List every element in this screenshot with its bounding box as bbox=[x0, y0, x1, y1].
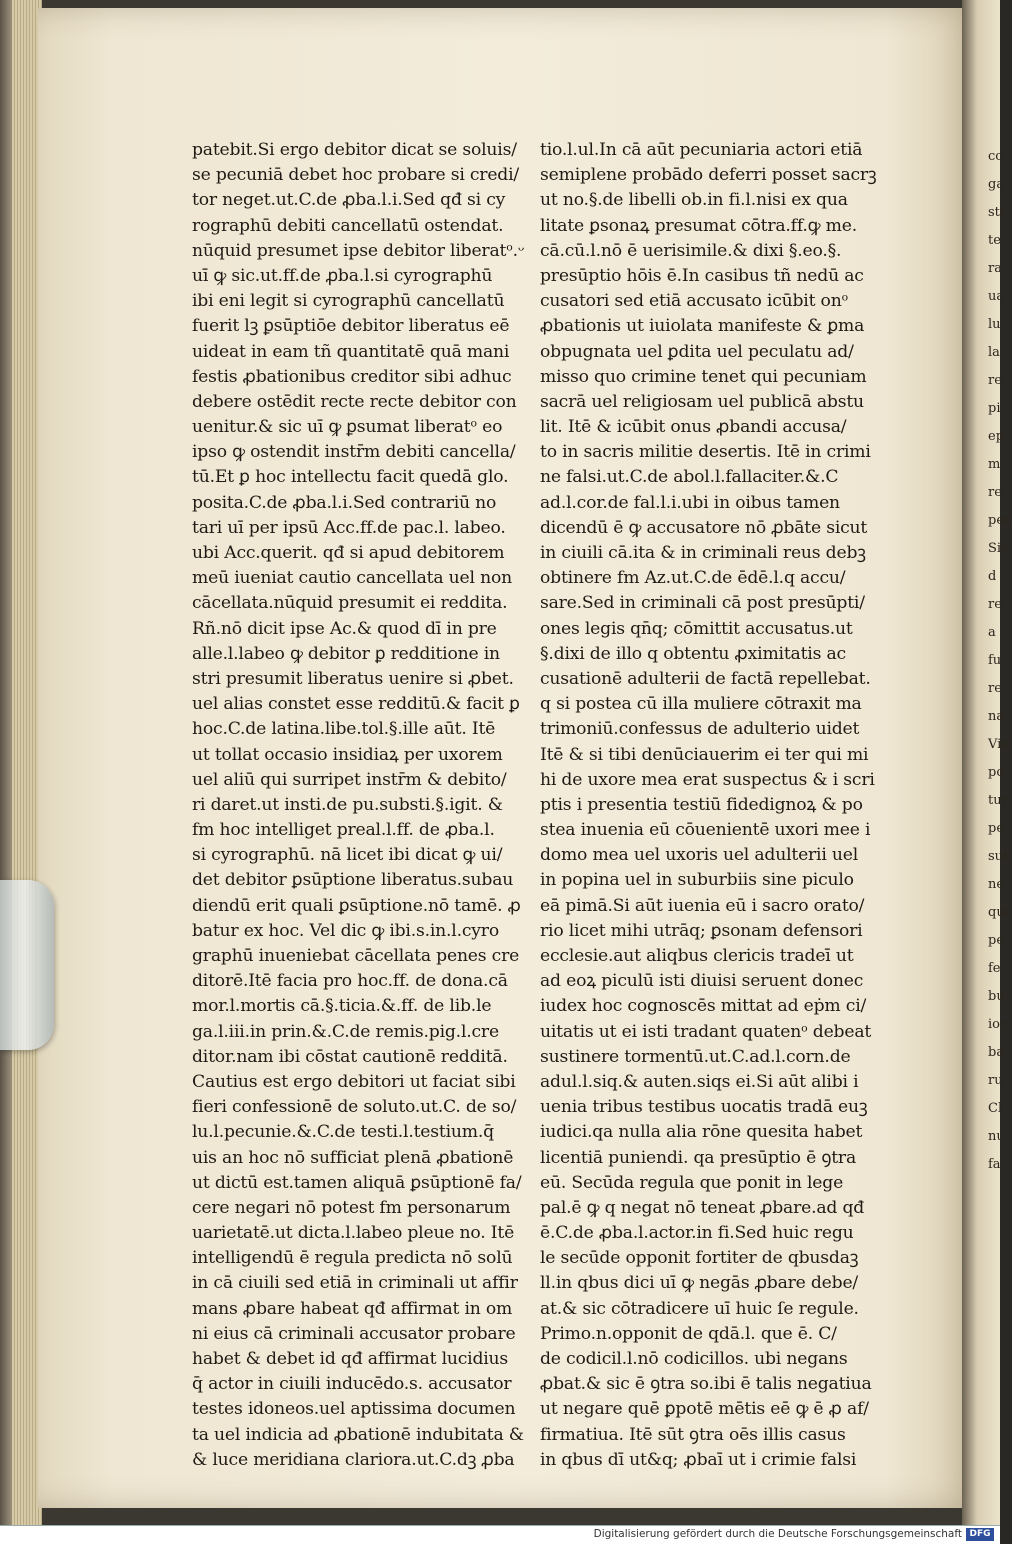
text-line: dicendū ē ꝙ accusatore nō ꝓbāte sicut bbox=[540, 517, 868, 538]
text-line: uī ꝙ sic.ut.ff.de ꝓba.l.si cyrographū bbox=[192, 265, 493, 286]
text-line: hoc.C.de latina.libe.tol.§.ille aūt. Itē bbox=[192, 719, 496, 740]
facing-page-fragment: ioc bbox=[988, 1017, 1008, 1032]
text-line: mor.l.mortis cā.§.ticia.&.ff. de lib.le bbox=[192, 996, 492, 1017]
facing-page-fragment: pe bbox=[988, 933, 1005, 948]
text-line: uideat in eam tñ quantitatē quā mani bbox=[192, 341, 510, 362]
text-line: cusationē adulterii de factā repellebat. bbox=[540, 668, 871, 689]
text-line: at.& sic cōtradicere uī huic ſe regule. bbox=[540, 1298, 859, 1319]
text-line: ga.l.iii.in prin.&.C.de remis.pig.l.cre bbox=[192, 1021, 499, 1042]
text-line: ibi eni legit si cyrographū cancellatū bbox=[192, 291, 505, 312]
facing-page-fragment: pen bbox=[988, 513, 1012, 528]
text-line: se pecuniā debet hoc probare si credi/ bbox=[192, 165, 519, 186]
facing-page-fragment: bu bbox=[988, 989, 1005, 1004]
facing-page-fragment: sti bbox=[988, 205, 1005, 220]
dfg-logo: DFG bbox=[966, 1528, 994, 1541]
text-line: in qbus dī ut&q; ꝓbaī ut i crimie falsi bbox=[540, 1449, 857, 1470]
facing-page-fragment: fe bbox=[988, 961, 1001, 976]
text-line: ecclesie.aut aliqbus clericis tradeī ut bbox=[540, 946, 854, 966]
text-line: ll.in qbus dici uī ꝙ negās ꝓbare debe/ bbox=[540, 1273, 859, 1294]
text-line: debere ostēdit recte recte debitor con bbox=[192, 391, 517, 412]
text-line: ꝓbat.& sic ē ꝯtra so.ibi ē talis negatiua bbox=[540, 1374, 872, 1395]
text-line: meū iueniat cautio cancellata uel non bbox=[192, 568, 512, 589]
text-line: litate ꝑsonaꝝ presumat cōtra.ff.ꝙ me. bbox=[540, 215, 857, 236]
facing-page-fragment: re bbox=[988, 373, 1002, 388]
text-line: adul.l.siq.& auten.siqs ei.Si aūt alibi i bbox=[540, 1071, 859, 1092]
text-line: posita.C.de ꝓba.l.i.Sed contrariū no bbox=[192, 492, 497, 513]
text-line: hi de uxore mea erat suspectus & i scri bbox=[540, 769, 875, 790]
text-line: ad eoꝝ piculū isti diuisi seruent donec bbox=[540, 971, 864, 992]
facing-page-fragment: a bbox=[988, 625, 996, 640]
text-line: graphū inueniebat cācellata penes cre bbox=[192, 946, 520, 966]
text-line: eā pimā.Si aūt iuenia eū i sacro orato/ bbox=[540, 895, 865, 916]
facing-page-fragment: pe bbox=[988, 821, 1005, 836]
text-line: sacrā uel religiosam uel publicā abstu bbox=[540, 391, 864, 412]
facing-page-fragment: ra bbox=[988, 261, 1002, 276]
facing-page-fragment: Viu bbox=[988, 737, 1010, 752]
page-clip bbox=[0, 880, 54, 1050]
text-line: tari uī per ipsū Acc.ff.de pac.l. labeo. bbox=[192, 517, 506, 538]
text-line: cācellata.nūquid presumit ei reddita. bbox=[192, 593, 508, 614]
facing-page-edge bbox=[962, 0, 1012, 1525]
text-line: ē.C.de ꝓba.l.actor.in fi.Sed huic regu bbox=[540, 1223, 854, 1244]
text-line: trimoniū.confessus de adulterio uidet bbox=[540, 719, 860, 740]
text-line: ptis i presentia testiū fidedignoꝝ & po bbox=[540, 794, 863, 815]
facing-page-fragment: tur bbox=[988, 793, 1008, 808]
facing-page-fragment: sub bbox=[988, 849, 1012, 864]
facing-page-fragment: po bbox=[988, 765, 1005, 780]
text-line: ones legis qn̄q; cōmittit accusatus.ut bbox=[540, 618, 853, 639]
footer-bar bbox=[0, 1525, 1000, 1544]
text-line: q̄ actor in ciuili inducēdo.s. accusator bbox=[192, 1374, 512, 1395]
text-line: uenitur.& sic uī ꝙ ꝑsumat liberatᵒ eo bbox=[192, 417, 503, 438]
text-line: habet & debet id qđ affirmat lucidius bbox=[192, 1349, 509, 1369]
text-line: sare.Sed in criminali cā post presūpti/ bbox=[540, 593, 865, 614]
text-line: festis ꝓbationibus creditor sibi adhuc bbox=[192, 366, 512, 387]
text-line: iudex hoc cognoscēs mittat ad eṗm ci/ bbox=[540, 996, 867, 1017]
facing-page-fragment: nu bbox=[988, 1129, 1005, 1144]
facing-page-fragment: ua bbox=[988, 289, 1005, 304]
text-line: fuerit lꝫ ꝑsūptiōe debitor liberatus eē bbox=[192, 316, 510, 337]
text-line: cā.cū.l.nō ē uerisimile.& dixi §.eo.§. bbox=[540, 240, 842, 261]
text-line: ditorē.Itē facia pro hoc.ff. de dona.cā bbox=[192, 971, 508, 992]
text-line: Rñ.nō dicit ipse Ac.& quod dī in pre bbox=[192, 618, 497, 639]
text-line: iudici.qa nulla alia rōne quesita habet bbox=[540, 1122, 863, 1143]
text-line: tio.l.ul.In cā aūt pecuniaria actori etiā bbox=[540, 140, 863, 160]
text-line: q si postea cū illa muliere cōtraxit ma bbox=[540, 694, 862, 715]
facing-page-fragment: re bbox=[988, 597, 1002, 612]
text-line: ipso ꝙ ostendit instr̄m debiti cancella/ bbox=[192, 442, 516, 463]
text-line: uenia tribus testibus uocatis tradā euꝫ bbox=[540, 1097, 868, 1118]
text-line: alle.l.labeo ꝙ debitor ꝑ redditione in bbox=[192, 643, 500, 664]
text-line: si cyrographū. nā licet ibi dicat ꝙ ui/ bbox=[192, 845, 503, 866]
facing-page-fragment: te bbox=[988, 233, 1001, 248]
text-line: ni eius cā criminali accusator probare bbox=[192, 1323, 516, 1344]
text-line: testes idoneos.uel aptissima documen bbox=[192, 1399, 516, 1420]
text-line: uis an hoc nō sufficiat plenā ꝓbationē bbox=[192, 1147, 514, 1168]
text-line: lit. Itē & icūbit onus ꝓbandi accusa/ bbox=[540, 417, 847, 438]
text-line: rographū debiti cancellatū ostendat. bbox=[192, 215, 504, 236]
facing-page-fragment: fa bbox=[988, 1157, 1001, 1172]
text-line: pal.ē ꝙ q negat nō teneat ꝓbare.ad qđ bbox=[540, 1197, 865, 1218]
left-text-column bbox=[192, 138, 525, 1473]
text-line: ad.l.cor.de fal.l.i.ubi in oibus tamen bbox=[540, 492, 840, 513]
text-line: sustinere tormentū.ut.C.ad.l.corn.de bbox=[540, 1046, 851, 1067]
text-line: Itē & si tibi denūciauerim ei ter qui mi bbox=[540, 744, 869, 765]
text-line: uel aliū qui surripet instr̄m & debito/ bbox=[192, 769, 507, 790]
facing-page-fragment: na bbox=[988, 709, 1005, 724]
facing-page-fragment: d bbox=[988, 569, 997, 584]
text-line: rio licet mihi utrāq; ꝑsonam defensori bbox=[540, 920, 863, 941]
text-line: fm hoc intelliget preal.l.ff. de ꝓba.l. bbox=[192, 820, 495, 841]
text-line: ꝓbationis ut iuiolata manifeste & ꝑma bbox=[540, 316, 865, 337]
text-line: domo mea uel uxoris uel adulterii uel bbox=[540, 845, 859, 866]
right-text-column bbox=[540, 138, 877, 1473]
text-line: in cā ciuili sed etiā in criminali ut affir bbox=[192, 1273, 518, 1294]
text-line: Primo.n.opponit de qdā.l. que ē. C/ bbox=[540, 1323, 837, 1344]
text-line: uel alias constet esse redditū.& facit ꝑ bbox=[192, 694, 520, 715]
text-line: eū. Secūda regula que ponit in lege bbox=[540, 1172, 844, 1193]
text-line: presūptio hōis ē.In casibus tñ nedū ac bbox=[540, 265, 864, 286]
text-line: stea inuenia eū cōuenientē uxori mee i bbox=[540, 820, 871, 841]
text-line: ut no.§.de libelli ob.in fi.l.nisi ex qua bbox=[540, 190, 848, 211]
text-line: le secūde opponit fortiter de qbusdaꝫ bbox=[540, 1248, 859, 1269]
text-line: §.dixi de illo q obtentu ꝓximitatis ac bbox=[540, 643, 846, 664]
text-line: intelligendū ē regula predicta nō solū bbox=[192, 1248, 513, 1269]
footer-credit: Digitalisierung gefördert durch die Deutsche Forschungsgemeinschaft bbox=[593, 1528, 962, 1540]
text-line: ta uel indicia ad ꝓbationē indubitata & bbox=[192, 1424, 524, 1445]
facing-page-fragment: fu bbox=[988, 653, 1002, 668]
text-line: misso quo crimine tenet qui pecuniam bbox=[540, 366, 867, 387]
text-line: fieri confessionē de soluto.ut.C. de so/ bbox=[192, 1097, 517, 1118]
text-line: ut negare quē ꝑpotē mētis eē ꝙ ē ꝓ af/ bbox=[540, 1399, 869, 1420]
text-line: licentiā puniendi. qa presūptio ē ꝯtra bbox=[540, 1147, 856, 1168]
text-line: mans ꝓbare habeat qđ affirmat in om bbox=[192, 1298, 513, 1319]
text-line: ut dictū est.tamen aliquā ꝑsūptionē fa/ bbox=[192, 1172, 522, 1193]
facing-page-fragment: re bbox=[988, 681, 1002, 696]
facing-page-fragment: m bbox=[988, 457, 1001, 472]
facing-page-fragment: pi bbox=[988, 401, 1001, 416]
text-line: stri presumit liberatus uenire si ꝓbet. bbox=[192, 668, 514, 689]
text-line: ri daret.ut insti.de pu.substi.§.igit. & bbox=[192, 794, 503, 815]
text-line: firmatiua. Itē sūt ꝯtra oēs illis casus bbox=[540, 1424, 846, 1445]
text-line: patebit.Si ergo debitor dicat se soluis/ bbox=[192, 140, 517, 160]
text-line: ditor.nam ibi cōstat cautionē redditā. bbox=[192, 1046, 508, 1067]
text-line: diendū erit quali ꝑsūptione.nō tamē. ꝓ bbox=[192, 895, 521, 916]
text-line: nūquid presumet ipse debitor liberatᵒ.ᵕ bbox=[192, 240, 525, 261]
text-line: lu.l.pecunie.&.C.de testi.l.testium.q̄ bbox=[192, 1122, 494, 1143]
text-line: & luce meridiana clariora.ut.C.dꝫ ꝓba bbox=[192, 1449, 515, 1470]
facing-page-fragment: ep bbox=[988, 429, 1005, 444]
facing-page-fragment: lu bbox=[988, 317, 1001, 332]
text-line: obtinere fm Az.ut.C.de ēdē.l.q accu/ bbox=[540, 568, 846, 589]
text-line: cusatori sed etiā accusato icūbit onᵒ bbox=[540, 291, 848, 312]
text-line: uarietatē.ut dicta.l.labeo pleue no. Itē bbox=[192, 1223, 515, 1244]
facing-page-fragment: la bbox=[988, 345, 1000, 360]
text-line: in popina uel in suburbiis sine piculo bbox=[540, 870, 854, 891]
facing-page-fragment: ru bbox=[988, 1073, 1003, 1088]
facing-page-fragment: cc bbox=[988, 149, 1003, 164]
facing-page-fragment: ba bbox=[988, 1045, 1005, 1060]
text-line: ut tollat occasio insidiaꝝ per uxorem bbox=[192, 744, 503, 765]
facing-page-fragment: Cl bbox=[988, 1101, 1003, 1116]
text-line: tū.Et ꝑ hoc intellectu facit quedā glo. bbox=[192, 467, 509, 488]
facing-page-fragment: qui bbox=[988, 905, 1009, 920]
text-line: tor neget.ut.C.de ꝓba.l.i.Sed qđ si cy bbox=[192, 190, 506, 211]
text-line: uitatis ut ei isti tradant quatenᵒ debeat bbox=[540, 1021, 872, 1042]
facing-page-fragment: ne bbox=[988, 877, 1005, 892]
text-line: to in sacris militie desertis. Itē in crimi bbox=[540, 442, 871, 463]
text-line: in ciuili cā.ita & in criminali reus debꝫ bbox=[540, 543, 866, 563]
facing-page-fragment: Sie bbox=[988, 541, 1009, 556]
text-line: det debitor ꝑsūptione liberatus.subau bbox=[192, 870, 514, 891]
facing-page-fragment: re bbox=[988, 485, 1002, 500]
text-line: obpugnata uel ꝑdita uel peculatu ad/ bbox=[540, 341, 854, 362]
text-line: ubi Acc.querit. qđ si apud debitorem bbox=[192, 543, 505, 563]
text-line: cere negari nō potest fm personarum bbox=[192, 1197, 511, 1218]
text-line: batur ex hoc. Vel dic ꝙ ibi.s.in.l.cyro bbox=[192, 920, 499, 941]
facing-page-fragment: ga bbox=[988, 177, 1005, 192]
text-line: Cautius est ergo debitori ut faciat sibi bbox=[192, 1071, 516, 1092]
text-line: ne falsi.ut.C.de abol.l.fallaciter.&.C bbox=[540, 467, 839, 488]
text-line: semiplene probādo deferri posset sacrꝫ bbox=[540, 165, 877, 186]
text-line: de codicil.l.nō codicillos. ubi negans bbox=[540, 1349, 848, 1369]
